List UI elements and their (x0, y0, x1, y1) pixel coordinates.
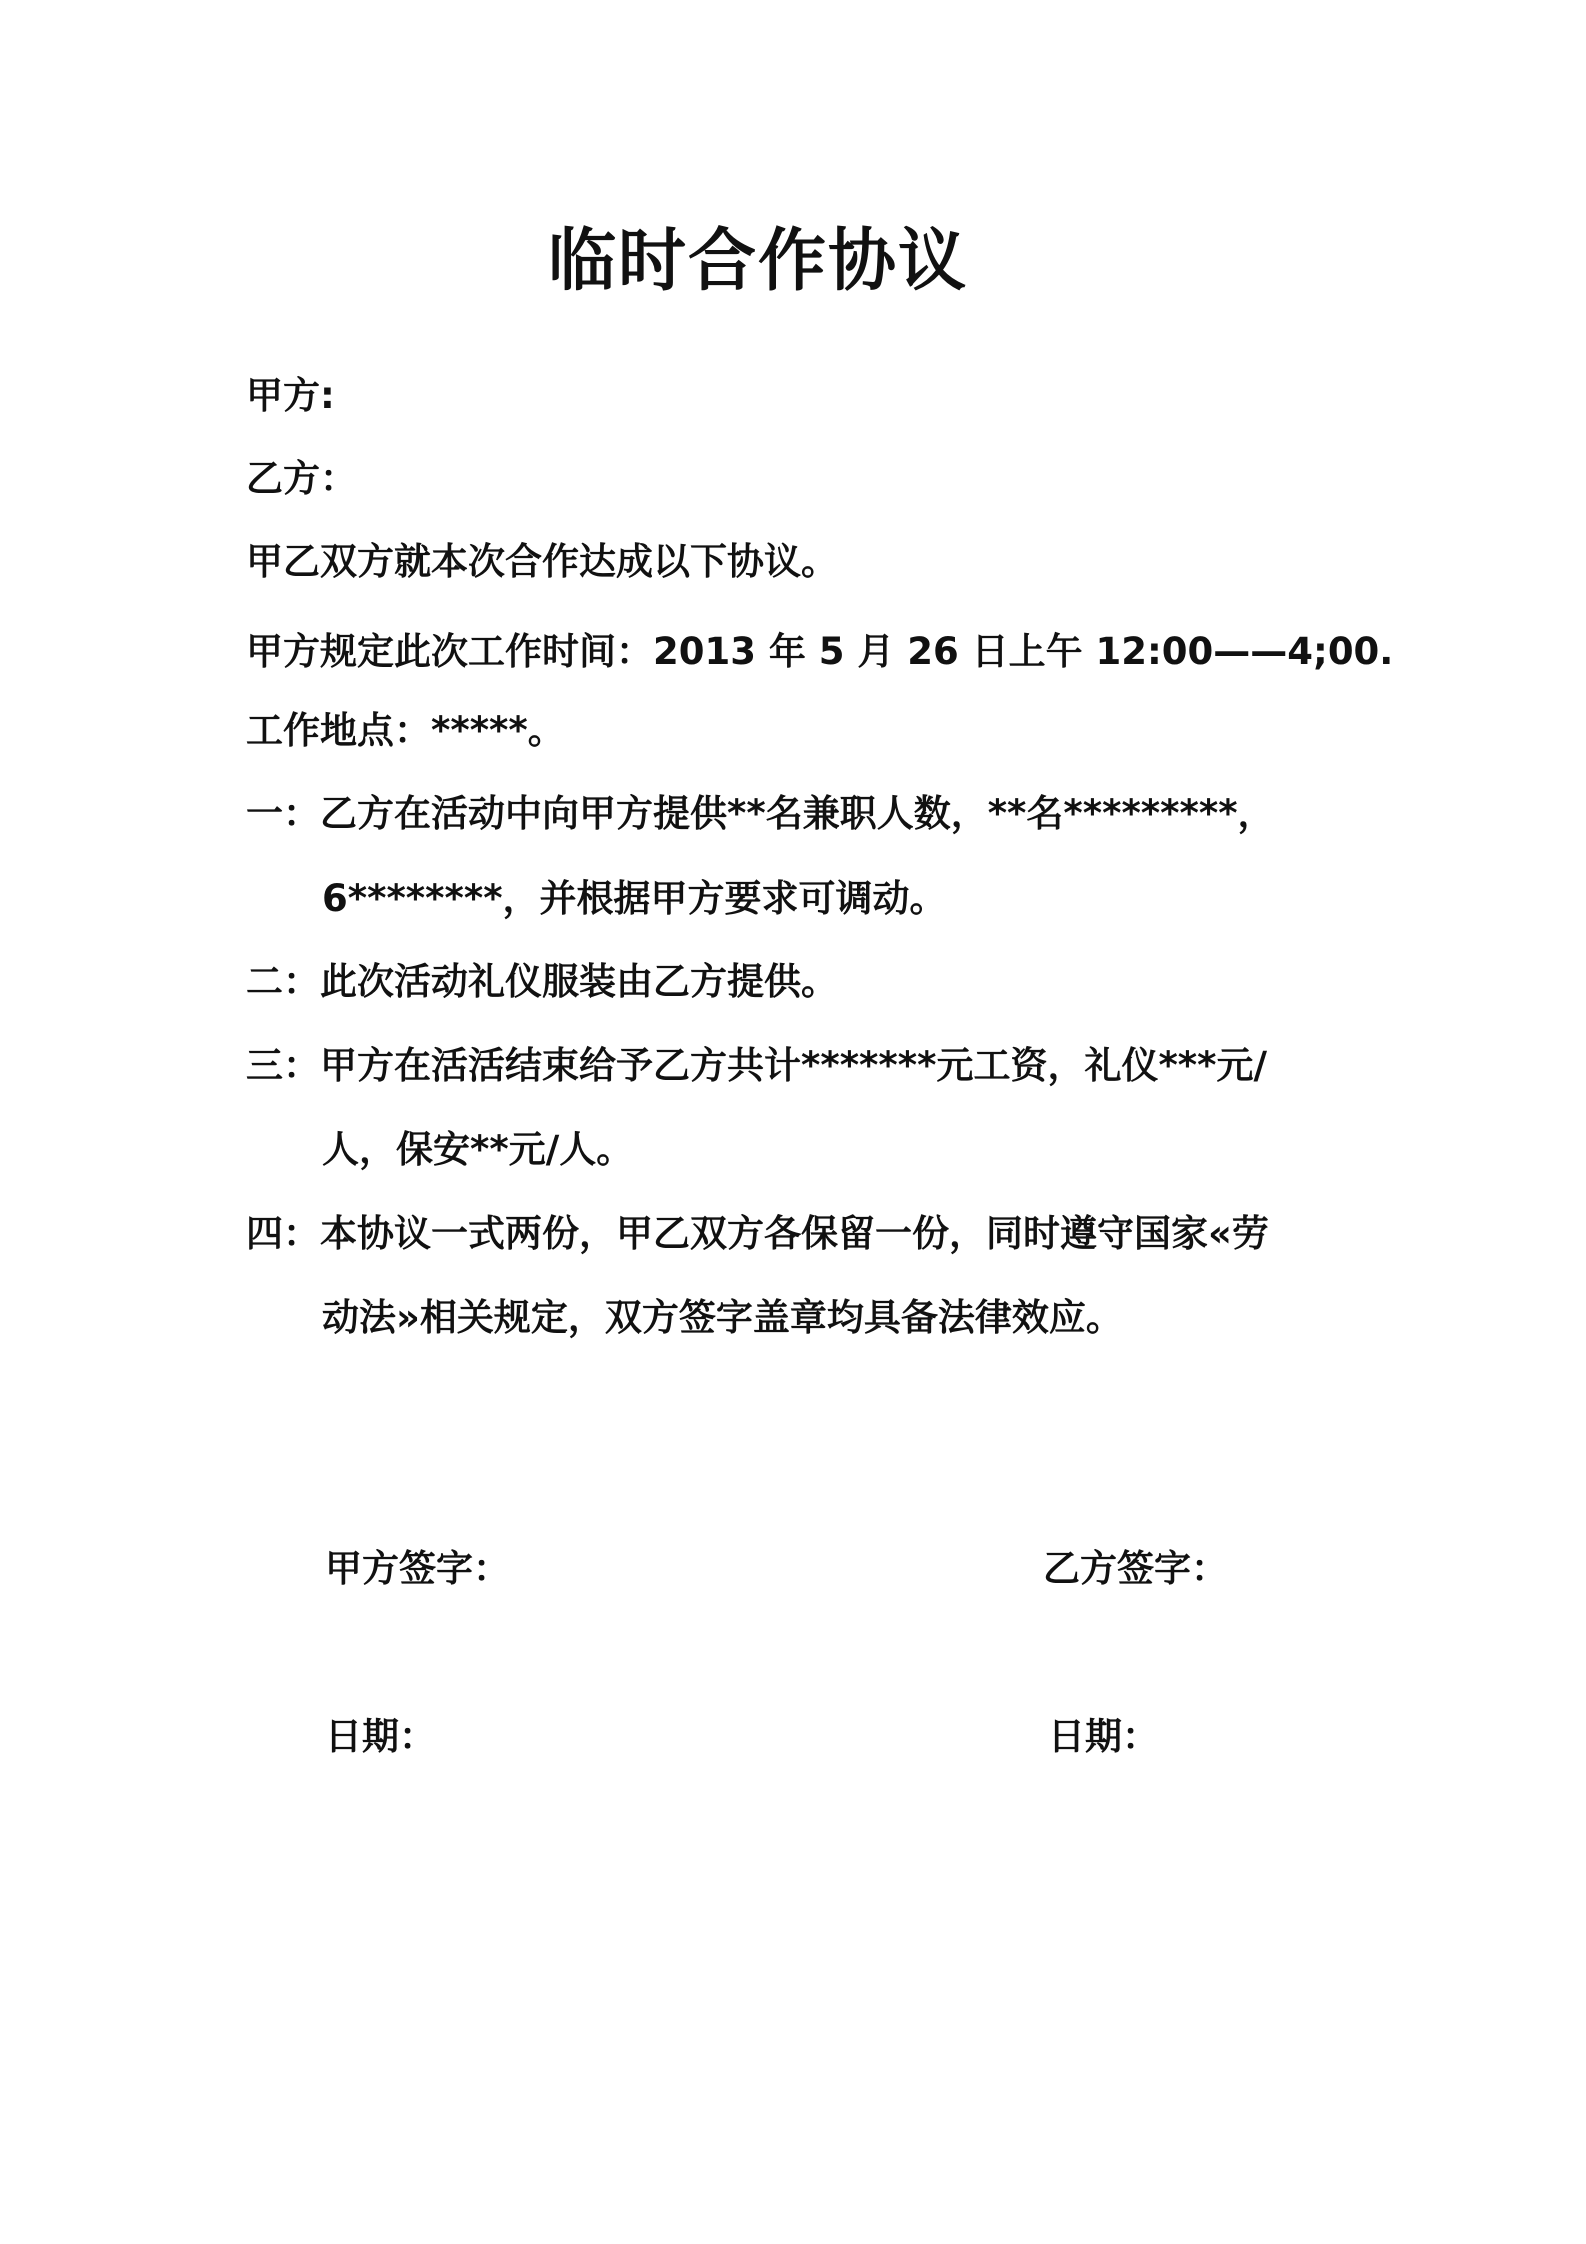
party-b-date-label: 日期： (1048, 1715, 1159, 1758)
party-b-signature-label: 乙方签字： (1043, 1547, 1228, 1590)
party-a-date-label: 日期： (325, 1715, 436, 1758)
clause-3-line-1: 三：甲方在活活结束给予乙方共计*******元工资，礼仪***元/ (246, 1044, 1268, 1087)
work-place-text: 工作地点：*****。 (246, 709, 565, 752)
clause-4-line-1: 四：本协议一式两份，甲乙双方各保留一份，同时遵守国家«劳 (246, 1212, 1269, 1255)
document-title: 临时合作协议 (548, 222, 969, 301)
clause-4-line-2: 动法»相关规定，双方签字盖章均具备法律效应。 (322, 1296, 1123, 1339)
clause-3-line-2: 人，保安**元/人。 (322, 1128, 634, 1171)
clause-1-line-1: 一：乙方在活动中向甲方提供**名兼职人数，**名*********， (246, 792, 1275, 835)
party-b-label: 乙方： (246, 457, 357, 500)
work-time-text: 甲方规定此次工作时间：2013 年 5 月 26 日上午 12:00——4;00. (246, 630, 1394, 673)
clause-2-line-1: 二：此次活动礼仪服装由乙方提供。 (246, 960, 838, 1003)
clause-1-line-2: 6********，并根据甲方要求可调动。 (322, 877, 947, 920)
party-a-label: 甲方: (246, 374, 335, 417)
party-a-signature-label: 甲方签字： (325, 1547, 510, 1590)
intro-text: 甲乙双方就本次合作达成以下协议。 (246, 540, 838, 583)
